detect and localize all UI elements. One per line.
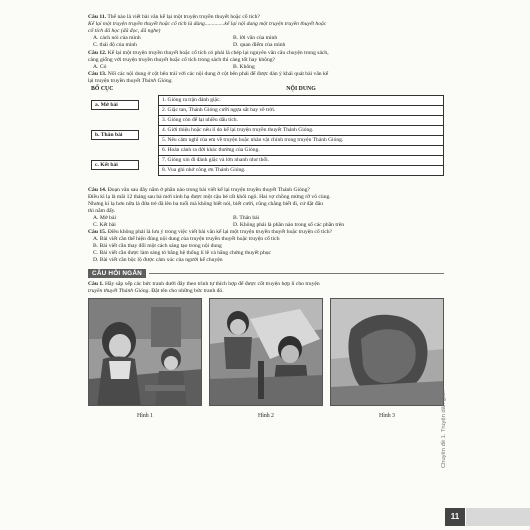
- question-number: Câu 11.: [88, 14, 107, 20]
- illustration-1-image: [88, 298, 202, 406]
- caption-2: Hình 2: [258, 412, 274, 419]
- caption-1: Hình 1: [137, 412, 153, 419]
- options: [88, 35, 444, 49]
- passage-line-2: Nhưng kì lạ hơn nữa là đứa trẻ đã lên ba tuổi mà không biết nói, biết cười, cũng chẳng biết đi, cứ đặt đâu: [88, 200, 323, 207]
- question-text: Nối các nội dung ở cột bên trái với các nội dung ở cột bên phải để được dàn ý khái quát bài văn kể: [107, 71, 329, 78]
- question-text-cont: càng giống với truyện truyền thuyết hoặc cổ tích trong sách thì càng tốt hay không?: [88, 56, 276, 63]
- content-row-1: 1. Gióng ra trận đánh giặc.: [158, 96, 444, 106]
- option-a: A. Bài viết cần thể hiện đúng nội dung của truyện truyền thuyết hoặc truyện cổ tích: [93, 236, 280, 243]
- story-title: truyền thuyết Thánh Gióng: [88, 287, 149, 294]
- option-d: D. Không phải là phần nào trong số các phần trên: [233, 221, 345, 228]
- question-number: Câu 14.: [88, 186, 107, 193]
- structure-column: [88, 95, 158, 185]
- section-heading: [88, 269, 444, 278]
- content-row-3: 3. Gióng còn để lại nhiều dấu tích.: [158, 116, 444, 126]
- option-d: D. quan điểm của mình: [233, 42, 286, 49]
- content-row-4: 4. Giới thiệu hoặc nêu lí do kể lại truyện truyền thuyết Thánh Gióng.: [158, 126, 444, 136]
- part-conclusion: c. Kết bài: [91, 160, 139, 170]
- options: [88, 215, 444, 229]
- story-title: Thánh Gióng.: [141, 78, 173, 85]
- passage-line-3: thì nằm đấy.: [88, 207, 116, 214]
- question-stem: Kể lại một truyện truyền thuyết hoặc cổ tích là dùng..............kể lại nội dung một truyện truyền thuyết hoặc: [88, 21, 327, 28]
- page-content: [88, 14, 444, 420]
- table-body: [88, 95, 444, 185]
- option-a: A. cách nói của mình: [93, 35, 141, 42]
- illustration-2-image: [209, 298, 323, 406]
- question-13: [88, 71, 444, 184]
- content-row-2: 2. Giặc tan, Thánh Gióng cưỡi ngựa sắt bay về trời.: [158, 106, 444, 116]
- question-text: Kể lại một truyện truyền thuyết hoặc cổ tích có phải là chép lại nguyên văn câu chuyện trong sách,: [107, 49, 329, 56]
- question-text-cont: . Đặt tên cho những bức tranh đó.: [148, 287, 224, 294]
- part-intro: a. Mở bài: [91, 100, 139, 110]
- content-column: [158, 95, 444, 185]
- question-text: Điều không phải là lưu ý trong việc viết bài văn kể lại một truyện truyền thuyết hoặc truyện cổ tích?: [107, 229, 332, 236]
- illustration-2: [209, 298, 323, 420]
- question-12: [88, 50, 444, 71]
- passage-line-1: Điều kì lạ là mãi 12 tháng sau bà mới sinh hạ được một cậu bé rất khôi ngô. Hai vợ chồng mừng rỡ vô cùng.: [88, 193, 331, 200]
- option-c: C. Kết bài: [93, 221, 116, 228]
- illustration-1: [88, 298, 202, 420]
- side-label: Chuyên đề 1. Truyện dân gian: [441, 390, 447, 468]
- question-text-cont: lại truyện truyền thuyết: [88, 78, 142, 85]
- question-11: [88, 14, 444, 49]
- page-number: 11: [445, 508, 465, 526]
- short-question-1: [88, 281, 444, 295]
- question-number: Câu 13.: [88, 71, 107, 78]
- question-15: [88, 229, 444, 264]
- column-header-content: NỘI DUNG: [286, 86, 316, 93]
- option-b: B. Thân bài: [233, 214, 260, 221]
- options: [88, 236, 444, 264]
- question-number: Câu 15.: [88, 229, 107, 236]
- question-14: [88, 187, 444, 229]
- column-header-structure: BỐ CỤC: [91, 86, 114, 93]
- part-body: b. Thân bài: [91, 130, 139, 140]
- section-title: CÂU HỎI NGẮN: [88, 269, 146, 278]
- question-number: Câu 1.: [88, 280, 104, 287]
- option-c: C. thái độ của mình: [93, 42, 137, 49]
- option-d: D. Bài viết cần bộc lộ được cảm xúc của người kể chuyện: [93, 257, 223, 264]
- content-row-7: 7. Gióng xin đi đánh giặc và lớn nhanh như thổi.: [158, 156, 444, 166]
- content-row-5: 5. Nêu cảm nghĩ của em về truyện hoặc nhân vật chính trong truyện Thánh Gióng.: [158, 136, 444, 146]
- option-b: B. Không: [233, 63, 255, 70]
- question-number: Câu 12.: [88, 49, 107, 56]
- section-divider: [149, 273, 444, 274]
- option-a: A. Có: [93, 63, 107, 70]
- content-row-6: 6. Hoàn cảnh ra đời khác thường của Gióng.: [158, 146, 444, 156]
- option-b: B. Bài viết cần thay đổi một cách sáng tạo trong nội dung: [93, 243, 222, 250]
- question-text: Thế nào là viết bài văn kể lại một truyện truyền thuyết hoặc cổ tích?: [107, 14, 260, 20]
- illustration-3-image: [330, 298, 444, 406]
- question-stem-cont: cổ tích đã học (đã đọc, đã nghe): [88, 28, 161, 35]
- illustrations: [88, 298, 444, 420]
- option-c: C. Bài viết cần được làm sáng tỏ bằng hệ thống lí lẽ và hằng chứng thuyết phục: [93, 250, 272, 257]
- illustration-3: [330, 298, 444, 420]
- table-header: [88, 86, 444, 93]
- option-a: A. Mở bài: [93, 214, 117, 221]
- page-corner: [466, 508, 530, 526]
- side-tab: [438, 348, 452, 468]
- question-text: Đoạn văn sau đây nằm ở phần nào trong bài viết kể lại truyện truyền thuyết Thánh Gióng?: [107, 186, 310, 193]
- question-text: Hãy sắp xếp các bức tranh dưới đây theo trình tự thích hợp để được cốt truyện hợp lí cho truyện: [104, 280, 320, 287]
- caption-3: Hình 3: [379, 412, 395, 419]
- content-row-8: 8. Vua ghi nhớ công ơn Thánh Gióng.: [158, 166, 444, 176]
- option-b: B. lời văn của mình: [233, 35, 278, 42]
- options: [88, 64, 444, 71]
- matching-table: [88, 86, 444, 184]
